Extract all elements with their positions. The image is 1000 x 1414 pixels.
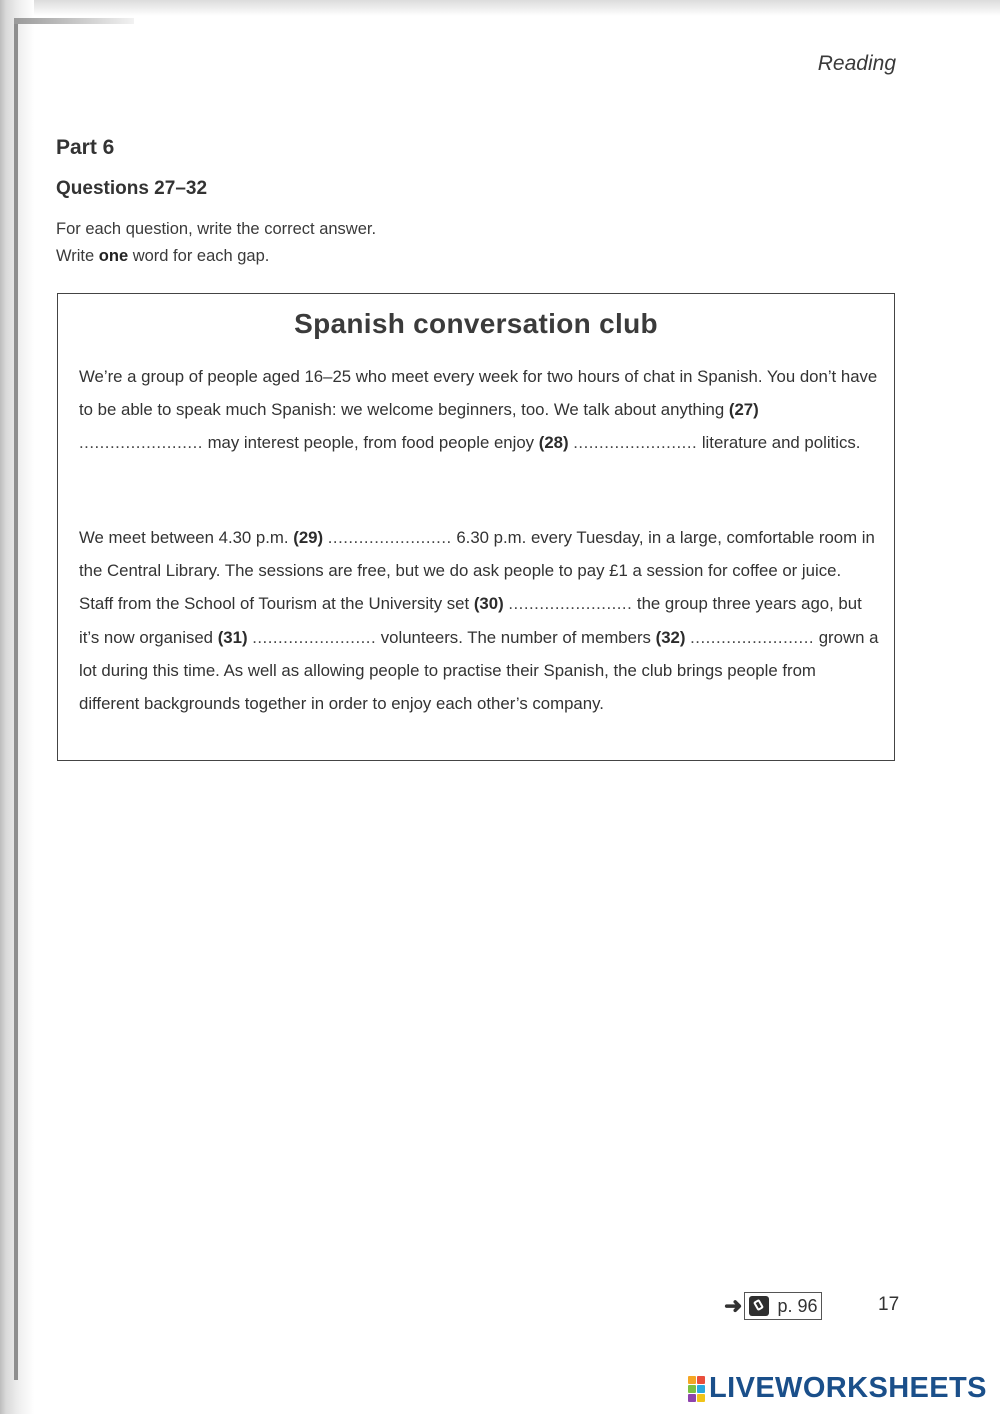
text-segment: We meet between 4.30 p.m.	[79, 528, 294, 547]
liveworksheets-logo-icon	[688, 1376, 706, 1402]
instruction-line-1: For each question, write the correct answer.	[56, 220, 377, 238]
text-segment: 6.30 p.m. every Tuesday, in a large, comfortable room in the Central Library. The sessions are free, but we do ask people to pay £1 a session for coffee or juice. Staff from the School of Tourism at the University set	[79, 528, 875, 614]
instruction-line-2	[56, 243, 376, 270]
logo-block	[697, 1376, 705, 1384]
instruction-text: Write	[56, 247, 99, 265]
instruction-text: word for each gap.	[128, 247, 270, 265]
gap-31-blank[interactable]: ........................	[252, 627, 377, 647]
gap-27-blank[interactable]: ........................	[79, 433, 203, 453]
gap-28-blank[interactable]: ........................	[573, 433, 698, 453]
text-segment: literature and politics.	[697, 433, 861, 453]
article-title: Spanish conversation club	[294, 308, 658, 339]
logo-block	[688, 1385, 696, 1393]
page-reference: p. 96	[777, 1295, 818, 1316]
cross-reference[interactable]	[724, 1291, 822, 1321]
liveworksheets-watermark	[688, 1372, 987, 1405]
text-segment: the group three years ago, but it’s now organised	[79, 594, 862, 647]
questions-title: Questions 27–32	[56, 178, 208, 199]
watermark-text: LIVEWORKSHEETS	[709, 1372, 987, 1404]
pencil-note-icon	[749, 1296, 769, 1316]
logo-block	[688, 1376, 696, 1384]
article-paragraph-2	[79, 521, 879, 720]
text-segment: volunteers. The number of members	[376, 627, 656, 647]
page-number: 17	[878, 1294, 900, 1315]
running-head: Reading	[817, 52, 896, 75]
article-box	[57, 293, 895, 761]
logo-block	[697, 1385, 705, 1393]
page-corner-fold	[14, 18, 134, 24]
gap-27-number: (27)	[728, 400, 759, 420]
gap-30-number: (30)	[473, 594, 504, 614]
gap-32-number: (32)	[655, 627, 686, 647]
gap-30-blank[interactable]: ........................	[508, 594, 633, 614]
page-spine	[14, 20, 18, 1380]
gap-29-blank[interactable]: ........................	[327, 528, 452, 547]
gap-28-number: (28)	[538, 433, 569, 453]
page-reference-box[interactable]	[744, 1292, 822, 1320]
gap-29-number: (29)	[293, 528, 324, 547]
text-segment: may interest people, from food people enjoy	[202, 433, 539, 453]
text-segment: grown a lot during this time. As well as allowing people to practise their Spanish, the club brings people from different backgrounds together in order to enjoy each other’s company.	[79, 627, 879, 714]
gap-31-number: (31)	[217, 627, 248, 647]
page-shadow-top	[0, 0, 1000, 16]
instruction-emphasis: one	[98, 247, 129, 265]
part-title: Part 6	[56, 136, 115, 159]
gap-32-blank[interactable]: ........................	[690, 627, 815, 647]
text-segment: We’re a group of people aged 16–25 who meet every week for two hours of chat in Spanish. You don’t have to be able to speak much Spanish: we welcome beginners, too. We talk about anything	[79, 367, 878, 420]
right-arrow-icon: ➜	[724, 1293, 743, 1318]
logo-block	[697, 1394, 705, 1402]
logo-block	[688, 1394, 696, 1402]
instructions	[56, 216, 376, 270]
article-paragraph-1	[79, 360, 879, 460]
